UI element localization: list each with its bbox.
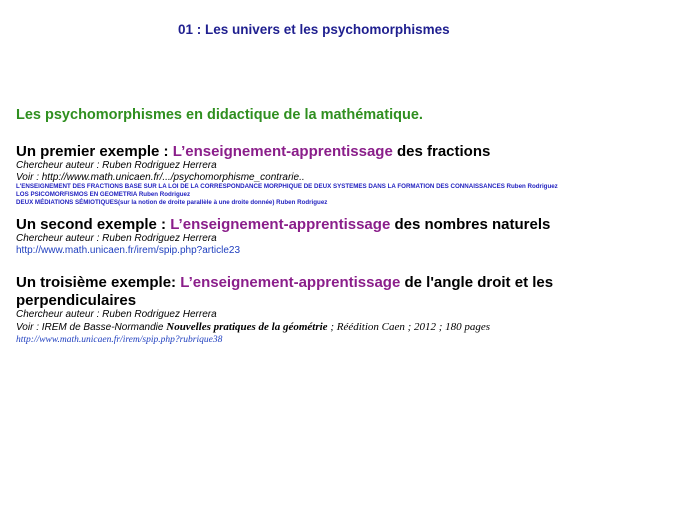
slide-title: 01 : Les univers et les psychomorphismes xyxy=(178,22,450,37)
example3-book-details: ; Réédition Caen ; 2012 ; 180 pages xyxy=(327,321,491,333)
example1-suffix: des fractions xyxy=(392,143,491,160)
example3-prefix: Un troisième exemple: xyxy=(16,274,181,291)
example1-author: Chercheur auteur : Ruben Rodriguez Herrera xyxy=(16,160,217,171)
example2-prefix: Un second exemple : xyxy=(16,216,171,233)
example2-link[interactable]: http://www.math.unicaen.fr/irem/spip.php?article23 xyxy=(16,245,240,256)
example3-author: Chercheur auteur : Ruben Rodriguez Herrera xyxy=(16,309,217,320)
example1-heading xyxy=(16,143,490,160)
example3-highlight: L’enseignement-apprentissage xyxy=(180,274,401,291)
example1-ref-1[interactable]: L'ENSEIGNEMENT DES FRACTIONS BASE SUR LA LOI DE LA CORRESPONDANCE MORPHIQUE DE DEUX SYSTEMES DANS LA FORMATION DES CONNAISSANCES Ruben Rodriguez xyxy=(16,183,558,190)
section-title: Les psychomorphismes en didactique de la mathématique. xyxy=(16,107,423,123)
example1-highlight: L’enseignement-apprentissage xyxy=(172,143,393,160)
example3-voir-prefix: Voir : IREM de Basse-Normandie xyxy=(16,322,167,333)
example1-voir[interactable]: Voir : http://www.math.unicaen.fr/.../psychomorphisme_contrarie.. xyxy=(16,172,305,183)
example2-author: Chercheur auteur : Ruben Rodriguez Herrera xyxy=(16,233,217,244)
example2-suffix: des nombres naturels xyxy=(390,216,551,233)
example3-book-title: Nouvelles pratiques de la géométrie xyxy=(166,321,328,333)
example1-ref-2[interactable]: LOS PSICOMORFISMOS EN GEOMETRIA Ruben Rodriguez xyxy=(16,191,191,198)
example3-heading-line2: perpendiculaires xyxy=(16,292,137,309)
example1-ref-3[interactable]: DEUX MÉDIATIONS SÉMIOTIQUES(sur la notion de droite parallèle à une droite donnée) Ruben Rodriguez xyxy=(16,199,328,206)
example1-prefix: Un premier exemple : xyxy=(16,143,173,160)
example3-suffix: de l'angle droit et les xyxy=(400,274,554,291)
example3-voir xyxy=(16,321,490,333)
example3-link[interactable]: http://www.math.unicaen.fr/irem/spip.php?rubrique38 xyxy=(16,335,223,345)
example3-heading xyxy=(16,274,553,291)
example2-heading xyxy=(16,216,550,233)
example2-highlight: L’enseignement-apprentissage xyxy=(170,216,391,233)
